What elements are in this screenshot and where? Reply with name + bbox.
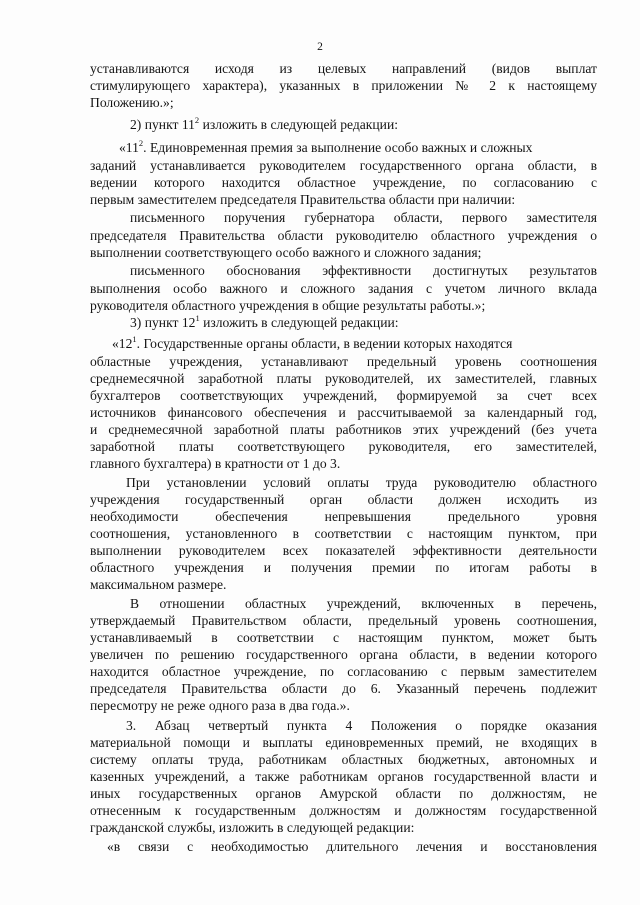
text-line: максимальном размере.	[90, 577, 227, 592]
text-line: находится областное учреждение, по согласованию с первым заместителем	[90, 664, 597, 679]
text-line: 3. Абзац четвертый пункта 4 Положения о порядке оказания	[126, 718, 597, 733]
text-line: В отношении областных учреждений, включенных в перечень,	[130, 596, 597, 611]
text-line: председателя Правительства области до 6. Указанный перечень подлежит	[90, 681, 597, 696]
text-line: необходимости обеспечения непревышения предельного уровня	[90, 509, 597, 524]
text-line: выполнении руководителем всех показателей эффективности деятельности	[90, 543, 597, 558]
text-line: «$12^1$. Государственные органы области, в ведении которых находятся	[112, 335, 513, 351]
text-line: Положению.»;	[90, 95, 174, 110]
text-line: устанавливаются исходя из целевых направлений (видов выплат	[90, 61, 597, 76]
text-line: письменного поручения губернатора области, первого заместителя	[130, 210, 597, 225]
text-line: председателя Правительства области руководителю областного учреждения о	[90, 228, 597, 243]
text-line: областного учреждения и получения премии по итогам работы в	[90, 560, 597, 575]
text-line: областные учреждения, устанавливают предельный уровень соотношения	[90, 354, 597, 369]
text-line: руководителя областного учреждения в общие результаты работы.»;	[90, 298, 486, 313]
text-line: выполнения особо важного и сложного задания с учетом личного вклада	[90, 281, 597, 296]
text-line: заработной платы соответствующего руководителя, его заместителей,	[90, 439, 597, 454]
text-line: учреждения государственный орган области должен исходить из	[90, 492, 597, 507]
text-line: 3) пункт $12^1$ изложить в следующей редакции:	[130, 314, 399, 330]
text-line: и среднемесячной заработной платы работников этих учреждений (без учета	[90, 422, 597, 437]
text-line: гражданской службы, изложить в следующей редакции:	[90, 820, 415, 835]
text-line: казенных учреждений, а также работникам органов государственной власти и	[90, 769, 597, 784]
text-line: иных государственных органов Амурской области по должностям, не	[90, 786, 597, 801]
text-line: ведении которого находится областное учреждение, по согласованию с	[90, 175, 597, 190]
text-line: При установлении условий оплаты труда руководителю областного	[126, 475, 597, 490]
text-line: главного бухгалтера) в кратности от 1 до 3.	[90, 456, 341, 471]
text-line: утверждаемый Правительством области, предельный уровень соотношения,	[90, 613, 597, 628]
text-line: систему оплаты труда, работникам областных бюджетных, автономных и	[90, 752, 597, 767]
text-line: устанавливаемый в соответствии с настоящим пунктом, может быть	[90, 630, 597, 645]
text-line: письменного обоснования эффективности достигнутых результатов	[130, 263, 597, 278]
text-line: материальной помощи и выплаты единовременных премий, не входящих в	[90, 735, 597, 750]
text-line: выполнении соответствующего особо важного и сложного задания;	[90, 245, 482, 260]
text-line: пересмотру не реже одного раза в два года.».	[90, 698, 350, 713]
text-line: источников финансового обеспечения и рассчитываемой за календарный год,	[90, 405, 597, 420]
text-line: стимулирующего характера), указанных в приложении № 2 к настоящему	[90, 78, 597, 93]
text-line: среднемесячной заработной платы руководителей, их заместителей, главных	[90, 371, 597, 386]
text-line: «$11^2$. Единовременная премия за выполнение особо важных и сложных	[119, 139, 533, 155]
text-line: заданий устанавливается руководителем государственного органа области, в	[90, 158, 597, 173]
text-line: «в связи с необходимостью длительного лечения и восстановления	[107, 839, 597, 854]
text-line: первым заместителем председателя Правительства области при наличии:	[90, 192, 516, 207]
text-line: бухгалтеров соответствующих учреждений, формируемой за счет всех	[90, 388, 597, 403]
text-line: 2) пункт $11^2$ изложить в следующей редакции:	[130, 116, 399, 132]
text-line: соотношения, установленного в соответствии с настоящим пунктом, при	[90, 526, 597, 541]
page-number: 2	[317, 41, 323, 53]
text-line: отнесенным к государственным должностям и должностям государственной	[90, 803, 597, 818]
text-line: увеличен по решению государственного органа области, в ведении которого	[90, 647, 597, 662]
